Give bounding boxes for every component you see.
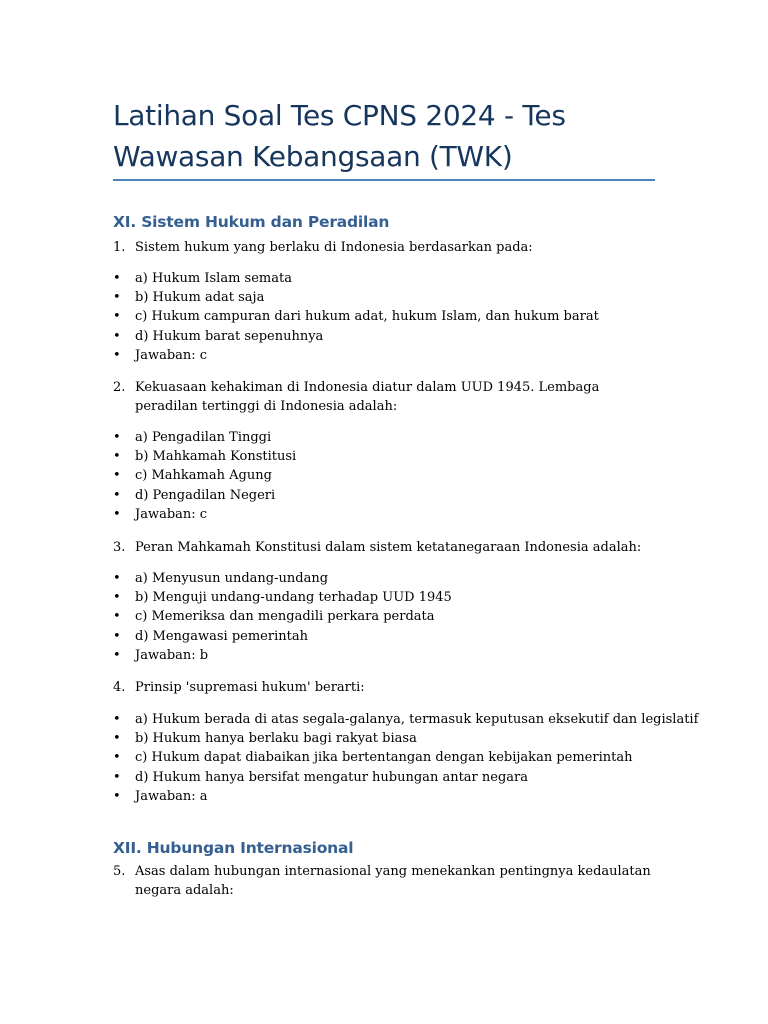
option-item: • d) Hukum hanya bersifat mengatur hubungan antar negara — [113, 768, 698, 787]
question-number: 2. — [113, 380, 126, 395]
option-item: • b) Hukum hanya berlaku bagi rakyat biasa — [113, 729, 698, 748]
question-text: Peran Mahkamah Konstitusi dalam sistem ketatanegaraan Indonesia adalah: — [135, 540, 642, 555]
answer-item: • Jawaban: c — [113, 346, 599, 365]
option-item: • d) Hukum barat sepenuhnya — [113, 327, 599, 346]
bullet-icon: • — [113, 487, 121, 503]
bullet-icon: • — [113, 647, 121, 663]
question-text: Sistem hukum yang berlaku di Indonesia berdasarkan pada: — [135, 240, 533, 255]
section-heading-hubungan-internasional: XII. Hubungan Internasional — [113, 839, 354, 857]
section-heading-sistem-hukum: XI. Sistem Hukum dan Peradilan — [113, 213, 390, 231]
question-number: 1. — [113, 240, 126, 255]
answer-item: • Jawaban: a — [113, 787, 698, 806]
option-item: • c) Hukum dapat diabaikan jika bertentangan dengan kebijakan pemerintah — [113, 748, 698, 767]
option-item: • d) Mengawasi pemerintah — [113, 627, 452, 646]
options-list-q3 — [113, 569, 452, 665]
bullet-icon: • — [113, 712, 121, 727]
bullet-icon: • — [113, 571, 121, 586]
question-text: Kekuasaan kehakiman di Indonesia diatur dalam UUD 1945. Lembaga peradilan tertinggi di Indonesia adalah: — [135, 380, 600, 414]
bullet-icon: • — [113, 328, 121, 344]
question-5 — [113, 862, 653, 900]
option-item: • b) Mahkamah Konstitusi — [113, 447, 296, 466]
bullet-icon: • — [113, 290, 121, 306]
bullet-icon: • — [113, 750, 121, 766]
question-text: Prinsip 'supremasi hukum' berarti: — [135, 680, 365, 695]
document-title: Latihan Soal Tes CPNS 2024 - Tes Wawasan Kebangsaan (TWK) — [113, 99, 566, 173]
option-item: • c) Hukum campuran dari hukum adat, hukum Islam, dan hukum barat — [113, 307, 599, 326]
bullet-icon: • — [113, 506, 121, 522]
title-underline — [113, 179, 655, 181]
question-3 — [113, 538, 653, 557]
options-list-q1 — [113, 269, 599, 365]
question-number: 4. — [113, 680, 126, 695]
answer-item: • Jawaban: b — [113, 646, 452, 665]
bullet-icon: • — [113, 609, 121, 625]
bullet-icon: • — [113, 449, 121, 465]
options-list-q4 — [113, 710, 698, 806]
bullet-icon: • — [113, 788, 121, 804]
question-4 — [113, 678, 653, 697]
bullet-icon: • — [113, 590, 121, 606]
option-item: • b) Hukum adat saja — [113, 288, 599, 307]
bullet-icon: • — [113, 271, 121, 286]
bullet-icon: • — [113, 468, 121, 484]
option-item: • c) Memeriksa dan mengadili perkara perdata — [113, 607, 452, 626]
option-item: • a) Pengadilan Tinggi — [113, 428, 296, 447]
bullet-icon: • — [113, 628, 121, 644]
question-1 — [113, 238, 653, 257]
bullet-icon: • — [113, 731, 121, 747]
option-item: • b) Menguji undang-undang terhadap UUD 1945 — [113, 588, 452, 607]
bullet-icon: • — [113, 347, 121, 363]
bullet-icon: • — [113, 430, 121, 445]
option-item: • a) Hukum Islam semata — [113, 269, 599, 288]
question-number: 5. — [113, 864, 126, 879]
question-number: 3. — [113, 540, 126, 555]
question-2 — [113, 378, 653, 416]
option-item: • a) Menyusun undang-undang — [113, 569, 452, 588]
question-text: Asas dalam hubungan internasional yang menekankan pentingnya kedaulatan negara adalah: — [135, 864, 651, 898]
option-item: • a) Hukum berada di atas segala-galanya, termasuk keputusan eksekutif dan legislatif — [113, 710, 698, 729]
bullet-icon: • — [113, 309, 121, 325]
option-item: • d) Pengadilan Negeri — [113, 486, 296, 505]
option-item: • c) Mahkamah Agung — [113, 466, 296, 485]
bullet-icon: • — [113, 769, 121, 785]
options-list-q2 — [113, 428, 296, 524]
answer-item: • Jawaban: c — [113, 505, 296, 524]
